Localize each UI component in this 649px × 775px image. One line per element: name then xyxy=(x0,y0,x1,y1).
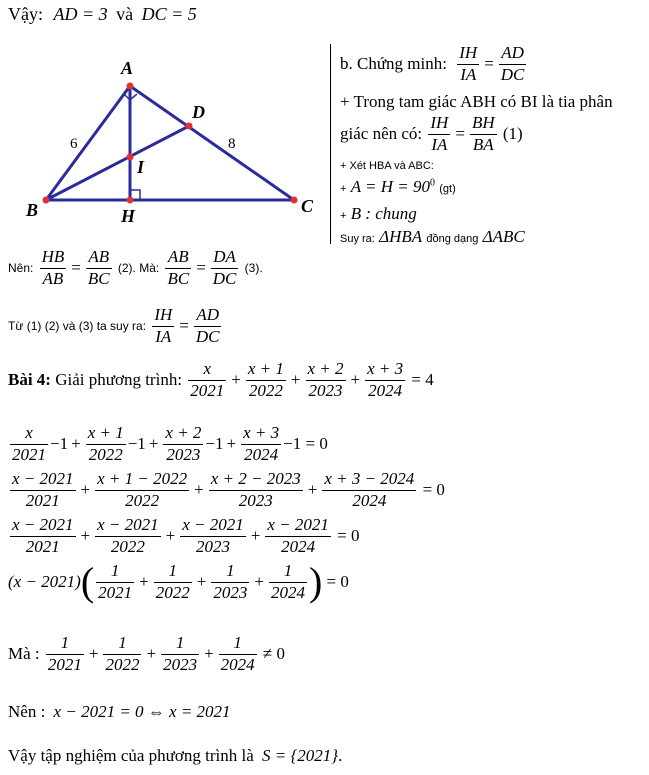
intro-dc: DC = 5 xyxy=(141,4,197,24)
partb-title: b. Chứng minh: xyxy=(340,54,447,74)
point-c xyxy=(291,197,298,204)
point-b xyxy=(43,197,50,204)
label-h: H xyxy=(121,206,136,226)
intro-ad: AD = 3 xyxy=(53,4,108,24)
intro-text: Vậy: xyxy=(8,4,43,24)
bai4-title: Bài 4: xyxy=(8,370,51,390)
partb-title-line: b. Chứng minh: $\frac{IH}{IA}$ = $\frac{AD}{DC}$ xyxy=(340,43,525,84)
partb-line4: + Xét HBA và ABC: xyxy=(340,160,434,172)
tu-line: Từ (1) (2) và (3) ta suy ra: $\frac{IH}{IA}$ = $\frac{AD}{DC}$ xyxy=(8,305,220,346)
partb-line5: + $A = H = 90^0$ (gt) xyxy=(340,177,456,196)
point-d xyxy=(186,123,193,130)
label-a: A xyxy=(121,58,134,78)
label-dc-length: 8 xyxy=(228,136,236,152)
intro-line xyxy=(8,4,197,25)
step2-line: $\frac{x - 2021}{2021}$ + $\frac{x + 1 - 2022}{2022}$ + $\frac{x + 2 - 2023}{2023}$ + $\frac{x + 3 - 2024}{2024}$ = 0 xyxy=(12,469,445,510)
label-ab-length: 6 xyxy=(70,136,78,152)
bai4-line: Bài 4: Giải phương trình: $\frac{x}{2021}$ + $\frac{x + 1}{2022}$ + $\frac{x + 2}{2023}$ + $\frac{x + 3}{2024}$ = 4 xyxy=(8,359,434,400)
triangle-figure xyxy=(20,52,330,232)
nen-line: Nên: $\frac{HB}{AB}$ = $\frac{AB}{BC}$ (2). Mà: $\frac{AB}{BC}$ = $\frac{DA}{DC}$ (3). xyxy=(8,247,263,288)
partb-line2: + Trong tam giác ABH có BI là tia phân xyxy=(340,92,613,111)
step1-line: $\frac{x}{2021}$ −1 + $\frac{x + 1}{2022}$ −1 + $\frac{x + 2}{2023}$ −1 + $\frac{x + 3}{2024}$ −1 = 0 xyxy=(12,423,328,464)
intro-and: và xyxy=(116,4,134,24)
point-a xyxy=(127,83,134,90)
label-i: I xyxy=(137,157,145,177)
ma-line: Mà : $\frac{1}{2021}$ + $\frac{1}{2022}$ + $\frac{1}{2023}$ + $\frac{1}{2024}$ ≠ 0 xyxy=(8,633,286,674)
partb-line7: Suy ra: ΔHBA đồng dạng ΔABC xyxy=(340,227,525,246)
label-d: D xyxy=(192,102,205,122)
partb-line6: + B : chung xyxy=(340,204,417,223)
step3-line: $\frac{x - 2021}{2021}$ + $\frac{x - 2021}{2022}$ + $\frac{x - 2021}{2023}$ + $\frac{x - 2021}{2024}$ = 0 xyxy=(12,515,360,556)
label-b: B xyxy=(26,200,39,220)
partb-line3: giác nên có: $\frac{IH}{IA}$ = $\frac{BH}{BA}$ (1) xyxy=(340,113,523,154)
label-c: C xyxy=(301,196,314,216)
point-h xyxy=(127,197,134,204)
nen2-line: Nên : x − 2021 = 0 ⇔ x = 2021 xyxy=(8,702,231,721)
point-i xyxy=(127,154,134,161)
conclusion-line: Vậy tập nghiệm của phương trình là S = {2021}. xyxy=(8,746,343,765)
step4-line: (x − 2021)( $\frac{1}{2021}$ + $\frac{1}{2022}$ + $\frac{1}{2023}$ + $\frac{1}{2024}$ ) = 0 xyxy=(8,559,349,605)
partb-box xyxy=(330,44,332,244)
